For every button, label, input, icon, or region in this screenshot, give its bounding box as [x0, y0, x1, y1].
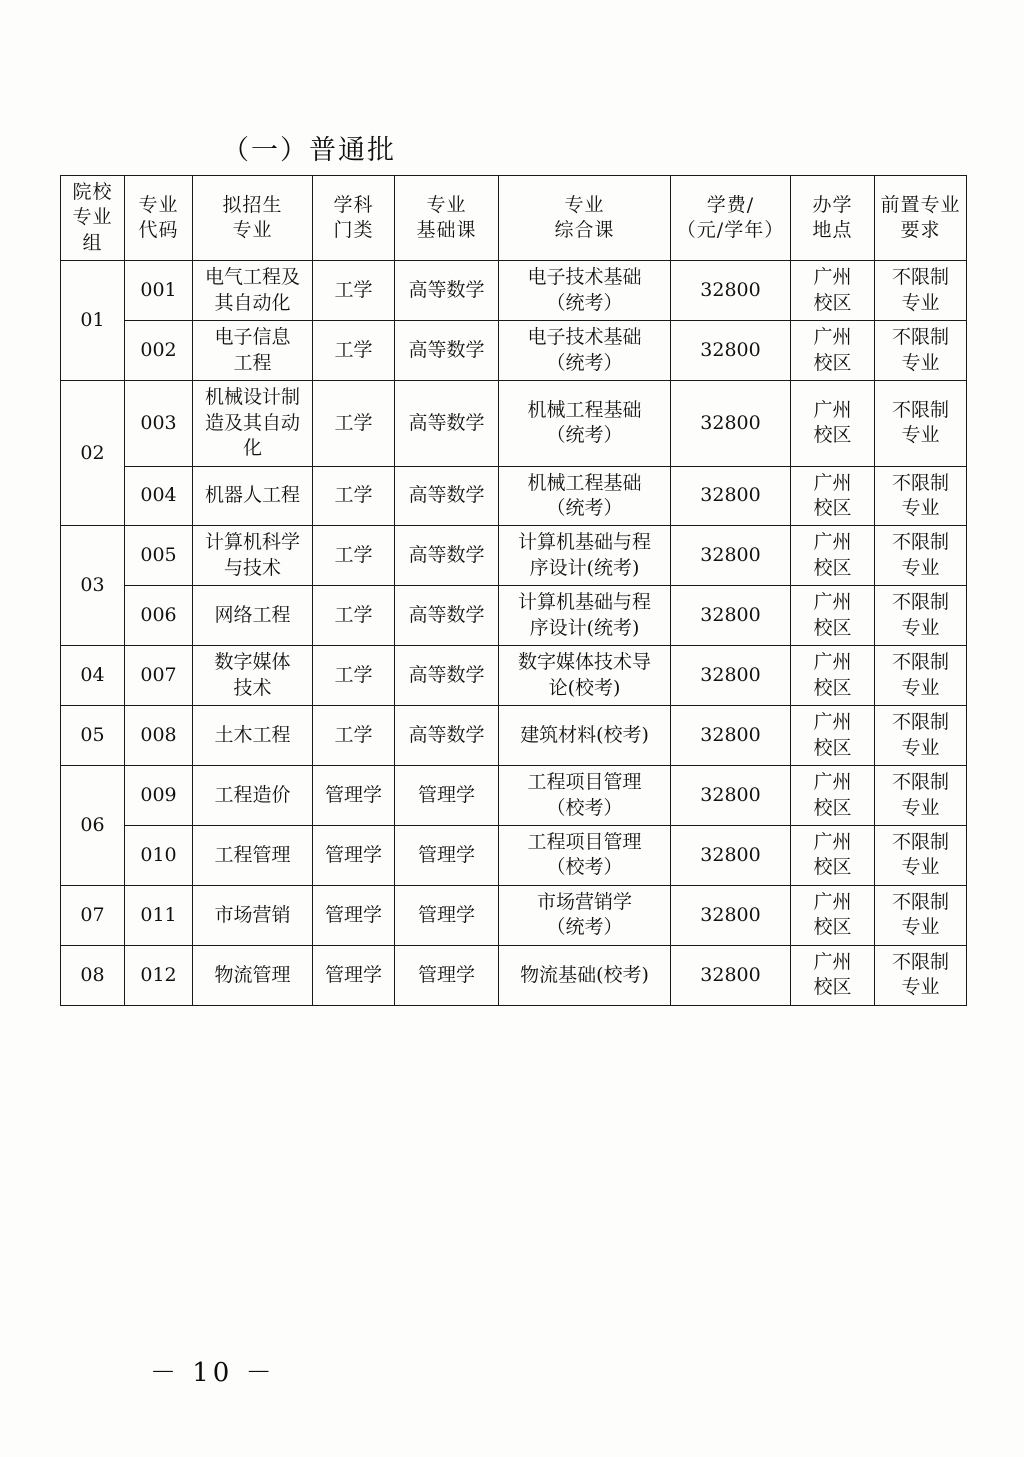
cell-discipline	[313, 945, 395, 1005]
cell-campus	[791, 321, 875, 381]
cell-campus	[791, 466, 875, 526]
cell-line: 专业	[901, 424, 940, 447]
majors-table	[60, 175, 967, 1006]
cell-line: 不限制	[891, 711, 949, 734]
cell-major-name	[193, 646, 313, 706]
cell-line: 序设计(统考)	[529, 616, 640, 639]
cell-line: 011	[140, 903, 177, 926]
cell-fee	[671, 586, 791, 646]
cell-line: 校区	[813, 676, 852, 699]
cell-major-code	[125, 706, 193, 766]
cell-line: 专业	[901, 351, 940, 374]
cell-comprehensive-course	[499, 526, 671, 586]
cell-line: 32800	[700, 663, 761, 686]
cell-line: 校区	[813, 856, 852, 879]
cell-comprehensive-course	[499, 885, 671, 945]
cell-line: 专业	[901, 676, 940, 699]
cell-line: 计算机科学	[204, 531, 300, 554]
cell-line: 技术	[233, 676, 272, 699]
cell-line: 002	[140, 338, 177, 361]
header-line: 专业	[232, 219, 273, 242]
cell-major-name	[193, 945, 313, 1005]
cell-prerequisite	[875, 706, 967, 766]
table-row	[61, 586, 967, 646]
cell-line: 32800	[700, 723, 761, 746]
cell-basic-course	[395, 766, 499, 826]
cell-line: 校区	[813, 976, 852, 999]
cell-line: 电子信息	[214, 326, 291, 349]
cell-comprehensive-course	[499, 381, 671, 466]
cell-line: 32800	[700, 843, 761, 866]
cell-line: 物流基础(校考)	[520, 963, 649, 986]
cell-campus	[791, 586, 875, 646]
cell-comprehensive-course	[499, 261, 671, 321]
cell-line: 机械设计制	[204, 386, 300, 409]
cell-group-code: 04	[61, 646, 125, 706]
table-row	[61, 825, 967, 885]
cell-line: 广州	[813, 326, 852, 349]
cell-campus	[791, 646, 875, 706]
cell-line: 32800	[700, 544, 761, 567]
cell-line: 造及其自动	[204, 411, 300, 434]
cell-line: 工学	[334, 411, 373, 434]
header-line: 基础课	[416, 219, 477, 242]
cell-line: 校区	[813, 291, 852, 314]
cell-comprehensive-course	[499, 766, 671, 826]
cell-line: （统考）	[546, 351, 623, 374]
cell-line: 土木工程	[214, 723, 291, 746]
cell-line: 与技术	[223, 556, 281, 579]
cell-line: 管理学	[417, 783, 475, 806]
cell-line: 专业	[901, 736, 940, 759]
cell-campus	[791, 706, 875, 766]
cell-line: 广州	[813, 830, 852, 853]
cell-comprehensive-course	[499, 321, 671, 381]
cell-line: 其自动化	[214, 291, 291, 314]
cell-discipline	[313, 766, 395, 826]
cell-line: 高等数学	[408, 663, 485, 686]
cell-line: 工程管理	[214, 843, 291, 866]
cell-fee	[671, 825, 791, 885]
cell-major-code	[125, 885, 193, 945]
cell-line: 管理学	[417, 843, 475, 866]
page-number: － 10 －	[150, 1358, 276, 1388]
cell-basic-course	[395, 526, 499, 586]
cell-prerequisite	[875, 945, 967, 1005]
cell-major-code	[125, 261, 193, 321]
cell-group-code: 07	[61, 885, 125, 945]
cell-basic-course	[395, 586, 499, 646]
cell-basic-course	[395, 825, 499, 885]
cell-line: 广州	[813, 950, 852, 973]
cell-major-code	[125, 466, 193, 526]
cell-line: 校区	[813, 916, 852, 939]
cell-line: （校考）	[546, 856, 623, 879]
cell-major-code	[125, 526, 193, 586]
header-line: 学费/	[706, 193, 755, 216]
table-body	[61, 261, 967, 1005]
cell-fee	[671, 706, 791, 766]
cell-line: 高等数学	[408, 723, 485, 746]
cell-line: 32800	[700, 484, 761, 507]
cell-line: 市场营销学	[536, 890, 632, 913]
cell-line: 广州	[813, 651, 852, 674]
cell-line: 009	[140, 783, 177, 806]
cell-fee	[671, 321, 791, 381]
cell-discipline	[313, 586, 395, 646]
header-line: 专业	[72, 206, 113, 229]
cell-line: 论(校考)	[548, 676, 621, 699]
cell-line: 管理学	[324, 903, 382, 926]
cell-group-code: 08	[61, 945, 125, 1005]
header-line: 代码	[138, 219, 179, 242]
cell-basic-course	[395, 466, 499, 526]
table-header	[61, 176, 967, 261]
cell-line: 数字媒体	[214, 651, 291, 674]
cell-major-code	[125, 825, 193, 885]
cell-major-code	[125, 381, 193, 466]
cell-line: 广州	[813, 531, 852, 554]
cell-line: 010	[140, 843, 177, 866]
cell-line: 广州	[813, 591, 852, 614]
header-line: 学科	[333, 193, 374, 216]
cell-line: 高等数学	[408, 411, 485, 434]
cell-line: 工学	[334, 544, 373, 567]
cell-line: 化	[242, 437, 262, 460]
cell-major-name	[193, 466, 313, 526]
cell-line: 专业	[901, 916, 940, 939]
cell-line: 广州	[813, 398, 852, 421]
cell-discipline	[313, 526, 395, 586]
cell-group-code: 05	[61, 706, 125, 766]
cell-line: 计算机基础与程	[517, 531, 651, 554]
cell-line: 不限制	[891, 830, 949, 853]
cell-major-name	[193, 526, 313, 586]
cell-line: 管理学	[417, 963, 475, 986]
header-line: 拟招生	[222, 193, 283, 216]
cell-major-name	[193, 261, 313, 321]
table-row	[61, 321, 967, 381]
cell-line: 校区	[813, 351, 852, 374]
cell-line: 高等数学	[408, 338, 485, 361]
cell-line: 管理学	[324, 843, 382, 866]
cell-major-code	[125, 321, 193, 381]
header-line: 门类	[333, 219, 374, 242]
table-row	[61, 261, 967, 321]
cell-basic-course	[395, 706, 499, 766]
cell-major-name	[193, 381, 313, 466]
cell-line: 008	[140, 723, 177, 746]
cell-comprehensive-course	[499, 646, 671, 706]
header-cell-basic-course	[395, 176, 499, 261]
cell-line: 工学	[334, 604, 373, 627]
cell-discipline	[313, 885, 395, 945]
cell-fee	[671, 261, 791, 321]
cell-line: 广州	[813, 471, 852, 494]
cell-major-code	[125, 945, 193, 1005]
cell-campus	[791, 945, 875, 1005]
cell-line: 不限制	[891, 266, 949, 289]
cell-major-name	[193, 885, 313, 945]
header-line: 综合课	[554, 219, 615, 242]
header-line: 前置专业	[880, 193, 961, 216]
header-cell-group	[61, 176, 125, 261]
cell-major-code	[125, 646, 193, 706]
cell-major-code	[125, 586, 193, 646]
cell-line: 校区	[813, 616, 852, 639]
cell-line: 012	[140, 963, 177, 986]
cell-line: 校区	[813, 556, 852, 579]
cell-major-name	[193, 321, 313, 381]
cell-line: 不限制	[891, 771, 949, 794]
cell-line: 高等数学	[408, 544, 485, 567]
cell-line: 不限制	[891, 591, 949, 614]
cell-group-code: 02	[61, 381, 125, 526]
header-line: 办学	[812, 193, 853, 216]
cell-line: 工学	[334, 723, 373, 746]
header-cell-code	[125, 176, 193, 261]
cell-major-code	[125, 766, 193, 826]
cell-basic-course	[395, 646, 499, 706]
cell-line: （统考）	[546, 496, 623, 519]
cell-campus	[791, 766, 875, 826]
cell-line: 校区	[813, 796, 852, 819]
cell-comprehensive-course	[499, 586, 671, 646]
cell-group-code: 01	[61, 261, 125, 381]
table-row	[61, 466, 967, 526]
cell-line: 专业	[901, 291, 940, 314]
cell-line: 数字媒体技术导	[517, 651, 651, 674]
cell-line: 机械工程基础	[527, 471, 642, 494]
header-cell-major	[193, 176, 313, 261]
cell-line: 不限制	[891, 950, 949, 973]
cell-discipline	[313, 825, 395, 885]
cell-basic-course	[395, 945, 499, 1005]
cell-line: 管理学	[417, 903, 475, 926]
header-line: 要求	[900, 219, 941, 242]
cell-line: 专业	[901, 796, 940, 819]
cell-line: 工程项目管理	[527, 830, 642, 853]
cell-line: 不限制	[891, 651, 949, 674]
cell-line: 计算机基础与程	[517, 591, 651, 614]
cell-line: 不限制	[891, 531, 949, 554]
cell-group-code: 06	[61, 766, 125, 886]
header-line: （元/学年）	[676, 219, 785, 242]
cell-campus	[791, 261, 875, 321]
cell-line: 006	[140, 604, 177, 627]
cell-line: 不限制	[891, 398, 949, 421]
cell-prerequisite	[875, 526, 967, 586]
cell-comprehensive-course	[499, 706, 671, 766]
cell-line: 32800	[700, 963, 761, 986]
cell-line: 专业	[901, 976, 940, 999]
cell-line: 工程	[233, 351, 272, 374]
cell-line: 007	[140, 663, 177, 686]
cell-discipline	[313, 321, 395, 381]
cell-line: （统考）	[546, 424, 623, 447]
cell-prerequisite	[875, 885, 967, 945]
cell-discipline	[313, 646, 395, 706]
header-line: 地点	[812, 219, 853, 242]
cell-line: 专业	[901, 496, 940, 519]
cell-line: 广州	[813, 890, 852, 913]
cell-prerequisite	[875, 381, 967, 466]
table-row	[61, 526, 967, 586]
header-cell-campus	[791, 176, 875, 261]
cell-line: 机器人工程	[204, 484, 300, 507]
cell-discipline	[313, 261, 395, 321]
cell-line: 不限制	[891, 326, 949, 349]
cell-line: 001	[140, 279, 177, 302]
cell-line: 专业	[901, 616, 940, 639]
header-line: 院校	[72, 181, 113, 203]
cell-major-name	[193, 766, 313, 826]
cell-campus	[791, 825, 875, 885]
cell-line: 管理学	[324, 963, 382, 986]
cell-line: 32800	[700, 604, 761, 627]
header-line: 专业	[426, 193, 467, 216]
cell-line: 高等数学	[408, 484, 485, 507]
cell-discipline	[313, 466, 395, 526]
cell-comprehensive-course	[499, 825, 671, 885]
cell-campus	[791, 381, 875, 466]
cell-discipline	[313, 381, 395, 466]
cell-basic-course	[395, 261, 499, 321]
cell-line: 不限制	[891, 890, 949, 913]
cell-major-name	[193, 825, 313, 885]
cell-fee	[671, 466, 791, 526]
cell-campus	[791, 885, 875, 945]
cell-line: 广州	[813, 711, 852, 734]
cell-line: 校区	[813, 424, 852, 447]
cell-line: 不限制	[891, 471, 949, 494]
header-line: 专业	[564, 193, 605, 216]
cell-line: 校区	[813, 736, 852, 759]
cell-basic-course	[395, 321, 499, 381]
cell-fee	[671, 646, 791, 706]
cell-prerequisite	[875, 586, 967, 646]
cell-line: 市场营销	[214, 903, 291, 926]
cell-line: 广州	[813, 771, 852, 794]
cell-discipline	[313, 706, 395, 766]
cell-fee	[671, 766, 791, 826]
cell-line: （统考）	[546, 916, 623, 939]
cell-line: 电子技术基础	[527, 266, 642, 289]
header-cell-prerequisite	[875, 176, 967, 261]
cell-fee	[671, 885, 791, 945]
table-row	[61, 381, 967, 466]
cell-line: 004	[140, 484, 177, 507]
cell-line: 003	[140, 411, 177, 434]
cell-fee	[671, 526, 791, 586]
header-line: 专业	[138, 193, 179, 216]
page-title: （一）普通批	[222, 135, 396, 166]
cell-line: 物流管理	[214, 963, 291, 986]
cell-line: （校考）	[546, 796, 623, 819]
cell-line: 32800	[700, 411, 761, 434]
cell-campus	[791, 526, 875, 586]
table-header-row	[61, 176, 967, 261]
cell-line: 工学	[334, 484, 373, 507]
cell-line: （统考）	[546, 291, 623, 314]
cell-line: 32800	[700, 903, 761, 926]
cell-line: 高等数学	[408, 279, 485, 302]
cell-line: 工学	[334, 338, 373, 361]
table-row	[61, 706, 967, 766]
cell-line: 工程造价	[214, 783, 291, 806]
table-row	[61, 646, 967, 706]
cell-line: 广州	[813, 266, 852, 289]
cell-prerequisite	[875, 646, 967, 706]
cell-prerequisite	[875, 261, 967, 321]
cell-line: 专业	[901, 856, 940, 879]
cell-comprehensive-course	[499, 466, 671, 526]
cell-line: 工学	[334, 279, 373, 302]
cell-line: 机械工程基础	[527, 398, 642, 421]
cell-basic-course	[395, 885, 499, 945]
cell-line: 高等数学	[408, 604, 485, 627]
cell-line: 005	[140, 544, 177, 567]
cell-line: 建筑材料(校考)	[520, 723, 649, 746]
cell-fee	[671, 945, 791, 1005]
header-line: 组	[82, 231, 103, 254]
cell-line: 工学	[334, 663, 373, 686]
cell-line: 32800	[700, 338, 761, 361]
header-cell-fee	[671, 176, 791, 261]
cell-line: 校区	[813, 496, 852, 519]
cell-prerequisite	[875, 766, 967, 826]
cell-line: 电气工程及	[204, 266, 300, 289]
cell-group-code: 03	[61, 526, 125, 646]
header-cell-comprehensive-course	[499, 176, 671, 261]
cell-line: 专业	[901, 556, 940, 579]
cell-major-name	[193, 706, 313, 766]
cell-line: 32800	[700, 279, 761, 302]
cell-fee	[671, 381, 791, 466]
table-row	[61, 885, 967, 945]
cell-prerequisite	[875, 825, 967, 885]
cell-line: 序设计(统考)	[529, 556, 640, 579]
cell-line: 管理学	[324, 783, 382, 806]
cell-basic-course	[395, 381, 499, 466]
cell-prerequisite	[875, 321, 967, 381]
cell-line: 网络工程	[214, 604, 291, 627]
cell-prerequisite	[875, 466, 967, 526]
cell-comprehensive-course	[499, 945, 671, 1005]
cell-line: 电子技术基础	[527, 326, 642, 349]
cell-line: 工程项目管理	[527, 771, 642, 794]
table-row	[61, 766, 967, 826]
cell-line: 32800	[700, 783, 761, 806]
header-cell-discipline	[313, 176, 395, 261]
cell-major-name	[193, 586, 313, 646]
table-row	[61, 945, 967, 1005]
